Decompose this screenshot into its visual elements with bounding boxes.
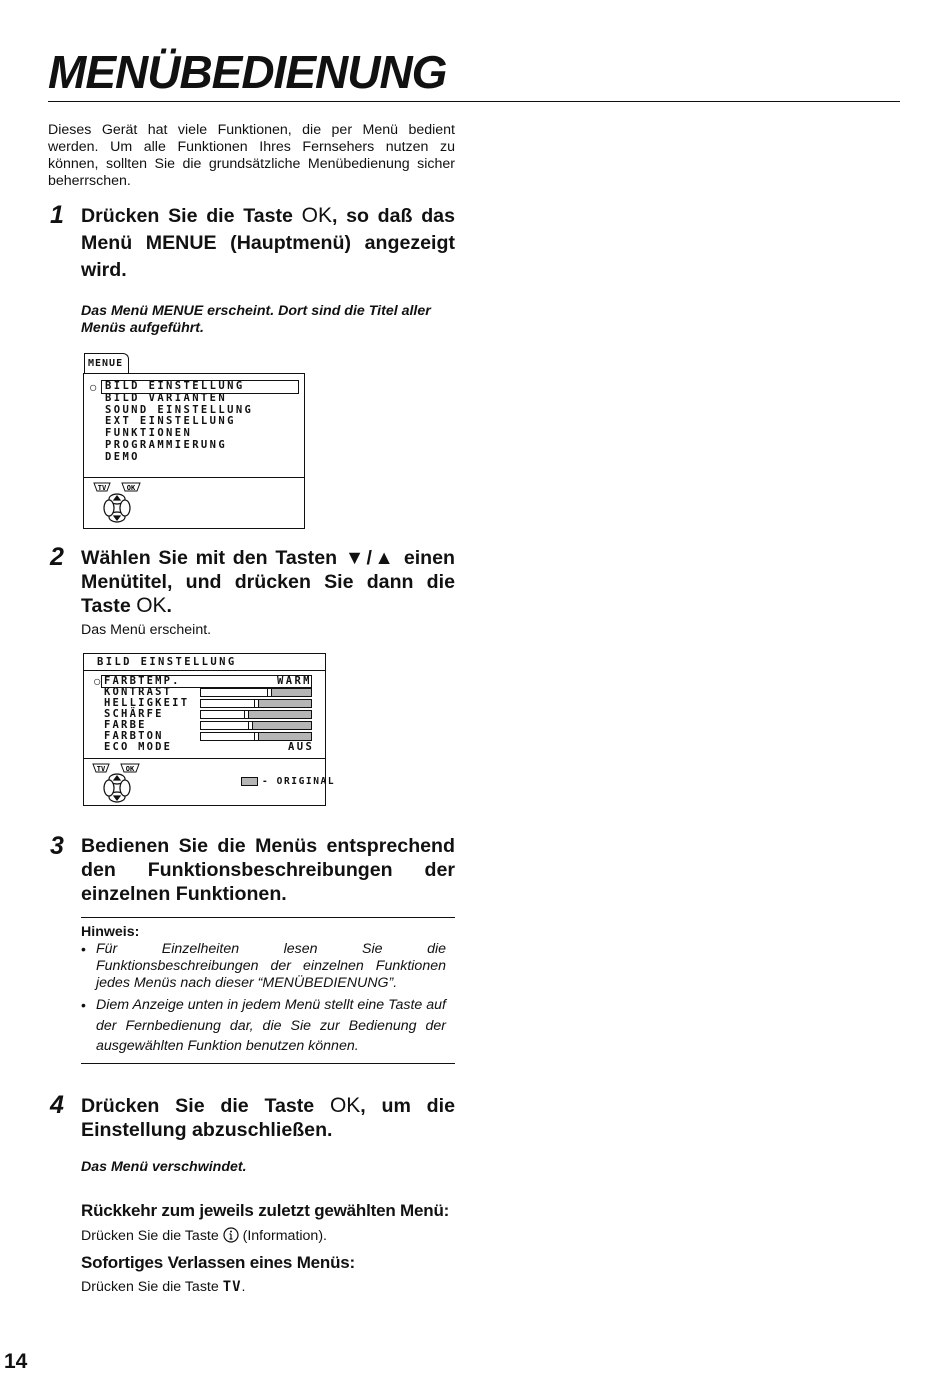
osd-main-item: SOUND EINSTELLUNG — [105, 403, 254, 416]
level-bar-fill — [250, 722, 311, 729]
level-bar-fill — [257, 700, 311, 707]
svg-text:OK: OK — [126, 484, 136, 492]
osd-main-item: BILD EINSTELLUNG — [105, 380, 245, 392]
step-4-heading: Drücken Sie die Taste OK, um die Einstellung abzuschließen. — [81, 1094, 455, 1141]
osd-main-tab: MENUE — [84, 353, 129, 374]
osd-picture-title: BILD EINSTELLUNG — [97, 656, 237, 668]
osd-picture-label: FARBTEMP. — [104, 675, 181, 687]
return-heading: Rückkehr zum jeweils zuletzt gewählten Menü: — [81, 1201, 450, 1220]
step-4-number: 4 — [50, 1091, 64, 1119]
osd-picture-value: WARM — [277, 675, 312, 687]
step-2-number: 2 — [50, 543, 64, 571]
osd-picture-label: KONTRAST — [104, 686, 173, 698]
osd-picture-title-divider — [83, 670, 325, 671]
osd-main-list — [105, 381, 253, 464]
step-4-note: Das Menü verschwindet. — [81, 1159, 247, 1175]
step-3-heading: Bedienen Sie die Menüs entsprechend den Funktionsbeschreibungen der einzelnen Funktionen. — [81, 835, 455, 905]
hint-top-rule — [81, 917, 455, 918]
level-bar — [200, 699, 312, 708]
level-bar-knob — [267, 688, 272, 697]
hint-item: Diem Anzeige unten in jedem Menü stellt eine Taste auf der Fernbedienung dar, die Sie zur Bedienung der ausgewählten Funktion benutzen können. — [96, 997, 446, 1054]
osd-picture-label: SCHÄRFE — [104, 708, 164, 720]
osd-picture-label: FARBTON — [104, 730, 164, 742]
intro-paragraph: Dieses Gerät hat viele Funktionen, die per Menü bedient werden. Um alle Funktionen Ihres Fernsehers nutzen zu können, sollten Sie die grundsätzliche Menübedienung sicher beherrschen. — [48, 122, 455, 189]
ok-key-icon — [121, 764, 139, 773]
direction-pad-icon — [104, 774, 130, 802]
level-bar — [200, 721, 312, 730]
exit-text: Drücken Sie die Taste TV. — [81, 1279, 246, 1295]
cursor-circle-icon: ○ — [89, 379, 98, 395]
osd-picture-label: ECO MODE — [104, 741, 173, 753]
level-bar-knob — [254, 732, 259, 741]
ok-key-icon — [122, 483, 140, 492]
exit-heading: Sofortiges Verlassen eines Menüs: — [81, 1253, 355, 1272]
level-bar — [200, 732, 312, 741]
osd-picture-list — [104, 676, 189, 753]
tv-key-icon — [94, 483, 110, 492]
page-title: MENÜBEDIENUNG — [48, 46, 447, 98]
osd-picture-keys — [91, 762, 145, 804]
hint-label: Hinweis: — [81, 924, 140, 940]
return-text: Drücken Sie die Taste (Information). — [81, 1228, 327, 1244]
step-1-number: 1 — [50, 201, 64, 229]
osd-main-keys — [92, 481, 146, 525]
info-icon — [223, 1227, 239, 1243]
osd-picture-value: AUS — [288, 741, 315, 753]
osd-picture-label: FARBE — [104, 719, 147, 731]
osd-picture-label: HELLIGKEIT — [104, 697, 190, 709]
step-1-heading: Drücken Sie die Taste OK, so daß das Menü MENUE (Hauptmenü) angezeigt wird. — [81, 204, 455, 281]
level-bar-fill — [270, 689, 311, 696]
hint-bullet: • — [81, 941, 86, 957]
tv-key-label: TV — [222, 1279, 242, 1295]
ok-key-label: OK — [329, 1094, 361, 1117]
svg-text:TV: TV — [96, 765, 106, 773]
osd-main-item: EXT EINSTELLUNG — [105, 415, 236, 428]
ok-key-label: OK — [301, 204, 332, 227]
page-number: 14 — [4, 1350, 28, 1373]
level-bar-knob — [248, 721, 253, 730]
step-3-number: 3 — [50, 832, 64, 860]
osd-picture-bottom-divider — [83, 758, 325, 759]
title-rule — [48, 101, 900, 102]
osd-main-item: DEMO — [105, 450, 140, 463]
level-bar — [200, 688, 312, 697]
step-1-note: Das Menü MENUE erscheint. Dort sind die Titel aller Menüs aufgeführt. — [81, 303, 431, 336]
direction-pad-icon — [104, 494, 130, 522]
hint-bullet: • — [81, 997, 86, 1013]
tv-key-icon — [93, 764, 109, 773]
level-bar — [200, 710, 312, 719]
level-bar-knob — [244, 710, 249, 719]
svg-text:OK: OK — [125, 765, 135, 773]
svg-text:TV: TV — [97, 484, 107, 492]
hint-item: Für Einzelheiten lesen Sie die Funktionsbeschreibungen der einzelnen Funktionen jedes Menüs nach dieser “MENÜBEDIENUNG”. — [96, 941, 446, 991]
ok-key-label: OK — [136, 594, 167, 617]
level-bar-fill — [257, 733, 311, 740]
original-legend-text: - ORIGINAL — [262, 776, 336, 787]
step-2-note: Das Menü erscheint. — [81, 622, 212, 638]
hint-bottom-rule — [81, 1063, 455, 1064]
step-2-heading: Wählen Sie mit den Tasten ▼/▲ einen Menütitel, und drücken Sie dann die Taste OK. — [81, 547, 455, 617]
cursor-circle-icon: ○ — [93, 673, 102, 689]
level-bar-fill — [247, 711, 311, 718]
osd-main-item: FUNKTIONEN — [105, 427, 193, 440]
original-legend-swatch — [241, 777, 258, 786]
osd-main-item: BILD VARIANTEN — [105, 391, 228, 404]
osd-main-divider — [83, 477, 304, 478]
osd-main-item: PROGRAMMIERUNG — [105, 438, 228, 451]
level-bar-knob — [254, 699, 259, 708]
